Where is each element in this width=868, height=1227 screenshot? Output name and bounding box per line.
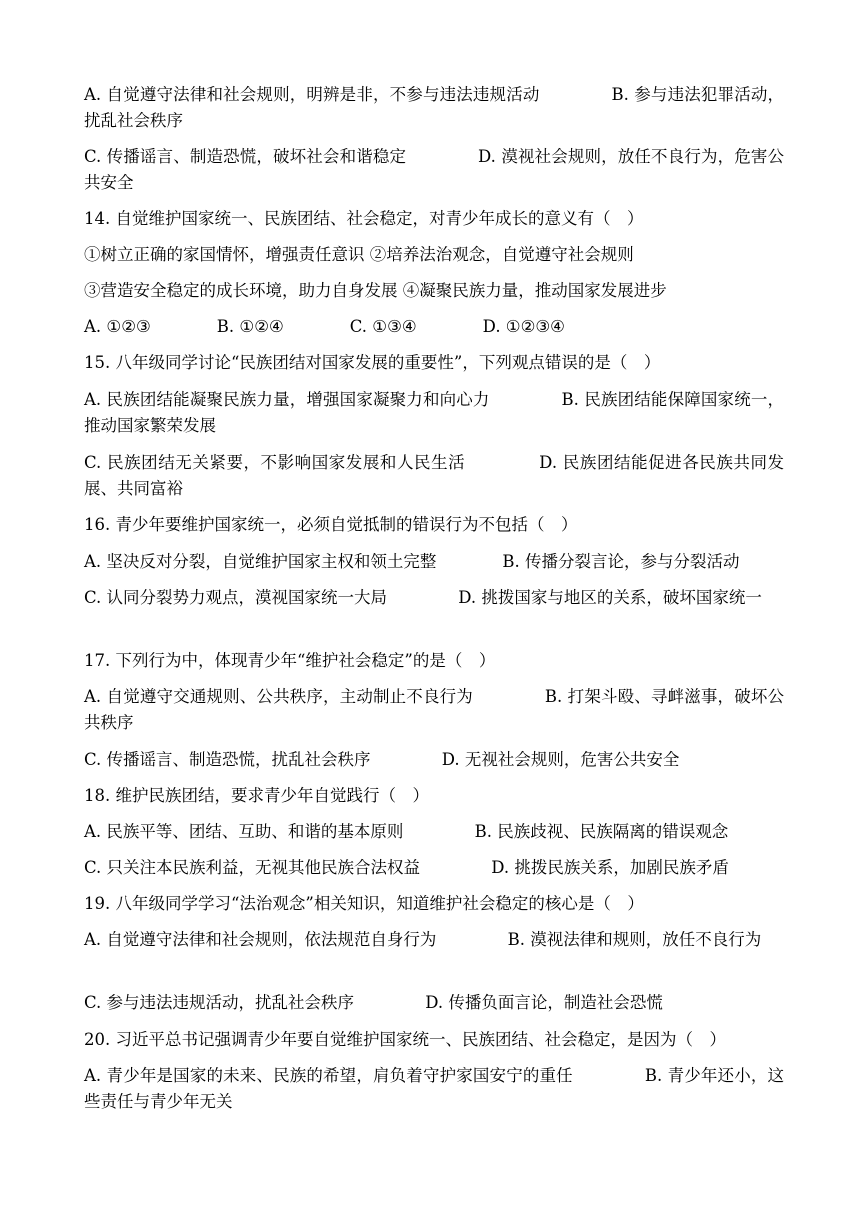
q20-stem: 20. 习近平总书记强调青少年要自觉维护国家统一、民族团结、社会稳定，是因为（ ） <box>84 1030 726 1049</box>
q15-options-c-d: C. 民族团结无关紧要，不影响国家发展和人民生活 D. 民族团结能促进各民族共同发展、共同富裕 <box>84 453 784 498</box>
q20-options-a-b: A. 青少年是国家的未来、民族的希望，肩负着守护家国安宁的重任 B. 青少年还小，这些责任与青少年无关 <box>84 1066 784 1111</box>
q14-items-1: ①树立正确的家国情怀，增强责任意识 ②培养法治观念，自觉遵守社会规则 <box>84 245 634 264</box>
q16-options-a-b: A. 坚决反对分裂，自觉维护国家主权和领土完整 B. 传播分裂言论，参与分裂活动 <box>84 552 740 571</box>
q19-options-a-b: A. 自觉遵守法律和社会规则，依法规范自身行为 B. 漠视法律和规则，放任不良行为 <box>84 930 762 949</box>
q18-stem: 18. 维护民族团结，要求青少年自觉践行（ ） <box>84 786 429 805</box>
q19-stem: 19. 八年级同学学习“法治观念”相关知识，知道维护社会稳定的核心是（ ） <box>84 894 644 913</box>
q13-options-c-d: C. 传播谣言、制造恐慌，破坏社会和谐稳定 D. 漠视社会规则，放任不良行为，危害公共安全 <box>84 147 784 192</box>
q14-options: A. ①②③ B. ①②④ C. ①③④ D. ①②③④ <box>84 317 565 336</box>
q18-options-c-d: C. 只关注本民族利益，无视其他民族合法权益 D. 挑拨民族关系，加剧民族矛盾 <box>84 858 729 877</box>
q17-options-a-b: A. 自觉遵守交通规则、公共秩序，主动制止不良行为 B. 打架斗殴、寻衅滋事，破坏公共秩序 <box>84 687 784 732</box>
q14-stem: 14. 自觉维护国家统一、民族团结、社会稳定，对青少年成长的意义有（ ） <box>84 209 644 228</box>
q19-options-c-d: C. 参与违法违规活动，扰乱社会秩序 D. 传播负面言论，制造社会恐慌 <box>84 993 663 1012</box>
q18-options-a-b: A. 民族平等、团结、互助、和谐的基本原则 B. 民族歧视、民族隔离的错误观念 <box>84 822 729 841</box>
q15-options-a-b: A. 民族团结能凝聚民族力量，增强国家凝聚力和向心力 B. 民族团结能保障国家统一，推动国家繁荣发展 <box>84 390 784 435</box>
q13-options-a-b: A. 自觉遵守法律和社会规则，明辨是非，不参与违法违规活动 B. 参与违法犯罪活动，扰乱社会秩序 <box>84 85 784 130</box>
q16-stem: 16. 青少年要维护国家统一，必须自觉抵制的错误行为不包括（ ） <box>84 515 578 534</box>
q15-stem: 15. 八年级同学讨论“民族团结对国家发展的重要性”，下列观点错误的是（ ） <box>84 353 661 372</box>
q17-stem: 17. 下列行为中，体现青少年“维护社会稳定”的是（ ） <box>84 651 496 670</box>
q16-options-c-d: C. 认同分裂势力观点，漠视国家统一大局 D. 挑拨国家与地区的关系，破坏国家统一 <box>84 588 762 607</box>
q17-options-c-d: C. 传播谣言、制造恐慌，扰乱社会秩序 D. 无视社会规则，危害公共安全 <box>84 750 680 769</box>
q14-items-2: ③营造安全稳定的成长环境，助力自身发展 ④凝聚民族力量，推动国家发展进步 <box>84 281 667 300</box>
